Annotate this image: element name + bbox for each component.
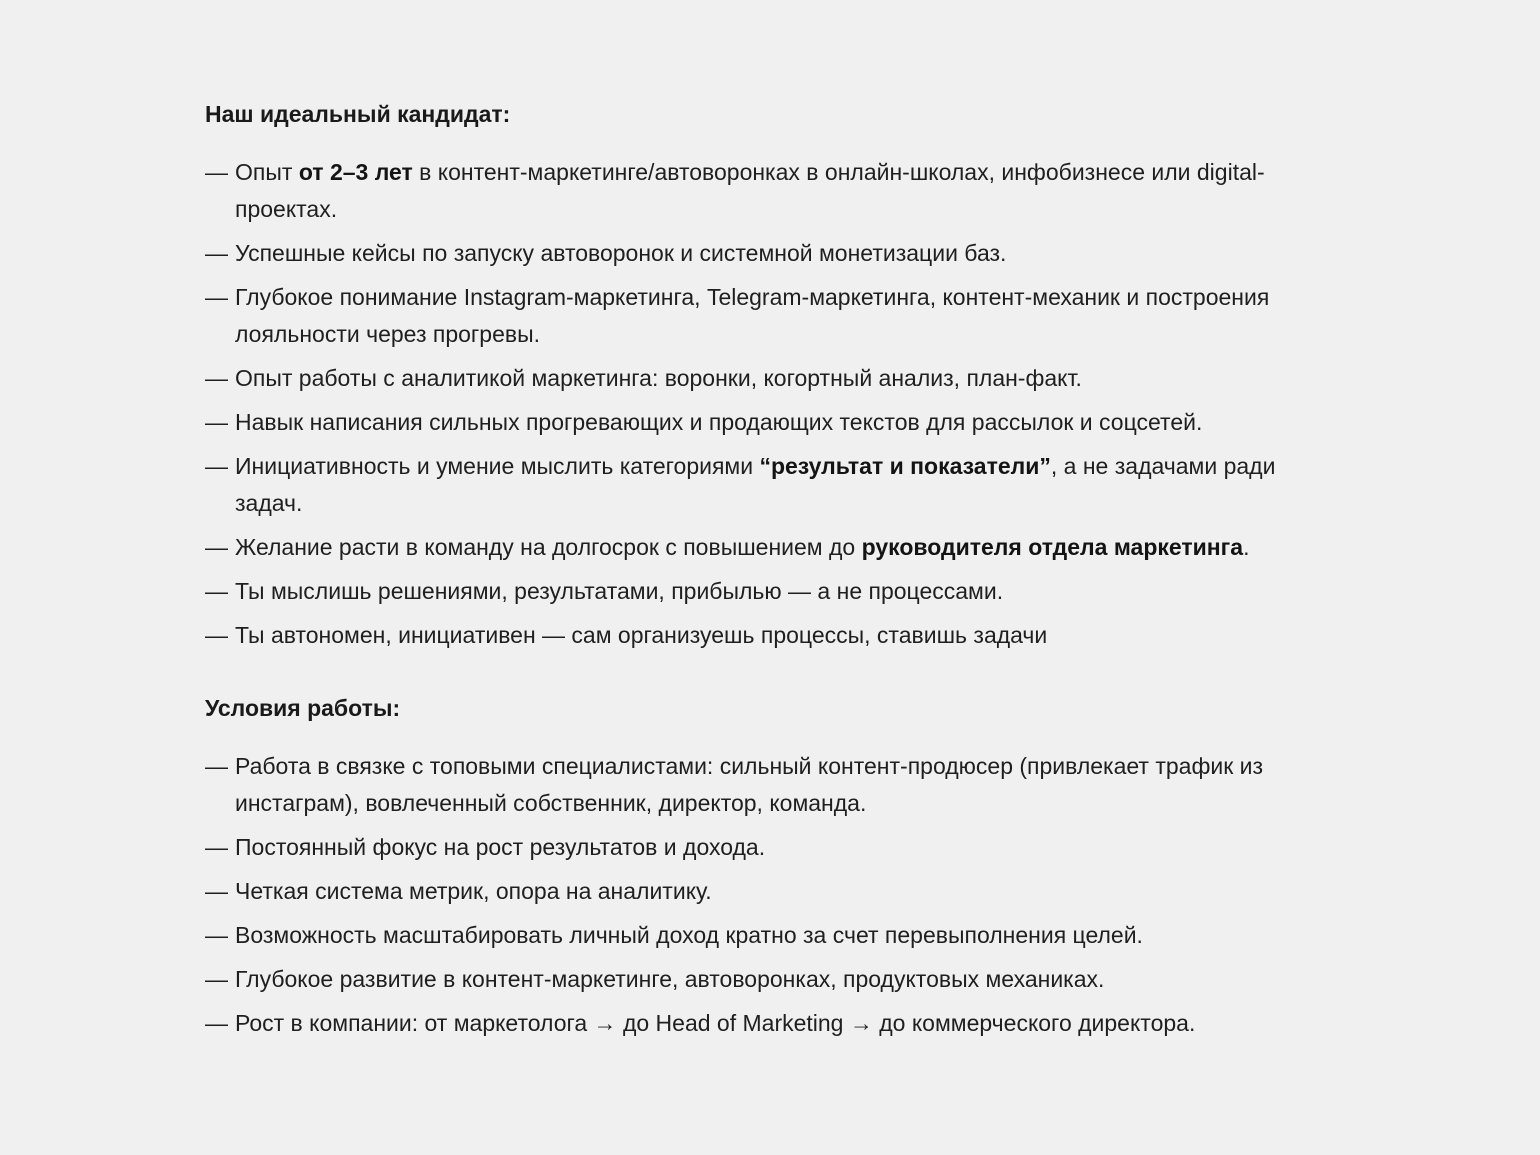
list-item: — Ты автономен, инициативен — сам организуешь процессы, ставишь задачи bbox=[205, 617, 1345, 654]
list-item: — Опыт от 2–3 лет в контент-маркетинге/автоворонках в онлайн-школах, инфобизнесе или digital-проектах. bbox=[205, 154, 1345, 228]
list-item: — Глубокое развитие в контент-маркетинге, автоворонках, продуктовых механиках. bbox=[205, 961, 1345, 998]
candidate-heading: Наш идеальный кандидат: bbox=[205, 101, 511, 127]
conditions-heading: Условия работы: bbox=[205, 695, 401, 721]
dash-bullet: — bbox=[205, 534, 228, 560]
vacancy-text bbox=[205, 96, 1345, 1049]
dash-bullet: — bbox=[205, 365, 228, 391]
dash-bullet: — bbox=[205, 409, 228, 435]
list-item: — Инициативность и умение мыслить категориями “результат и показатели”, а не задачами ради задач. bbox=[205, 448, 1345, 522]
dash-bullet: — bbox=[205, 834, 228, 860]
dash-bullet: — bbox=[205, 284, 228, 310]
dash-bullet: — bbox=[205, 159, 228, 185]
list-item: — Работа в связке с топовыми специалистами: сильный контент-продюсер (привлекает трафик из инстаграм), вовлеченный собственник, директор, команда. bbox=[205, 748, 1345, 822]
list-item: — Ты мыслишь решениями, результатами, прибылью — а не процессами. bbox=[205, 573, 1345, 610]
list-item: — Постоянный фокус на рост результатов и дохода. bbox=[205, 829, 1345, 866]
conditions-list bbox=[205, 748, 1345, 1042]
dash-bullet: — bbox=[205, 922, 228, 948]
dash-bullet: — bbox=[205, 240, 228, 266]
dash-bullet: — bbox=[205, 966, 228, 992]
list-item: — Возможность масштабировать личный доход кратно за счет перевыполнения целей. bbox=[205, 917, 1345, 954]
list-item: — Глубокое понимание Instagram-маркетинга, Telegram-маркетинга, контент-механик и построения лояльности через прогревы. bbox=[205, 279, 1345, 353]
dash-bullet: — bbox=[205, 1010, 228, 1036]
dash-bullet: — bbox=[205, 622, 228, 648]
list-item: — Желание расти в команду на долгосрок с повышением до руководителя отдела маркетинга. bbox=[205, 529, 1345, 566]
dash-bullet: — bbox=[205, 753, 228, 779]
list-item: — Рост в компании: от маркетолога → до Head of Marketing → до коммерческого директора. bbox=[205, 1005, 1345, 1042]
list-item: — Четкая система метрик, опора на аналитику. bbox=[205, 873, 1345, 910]
dash-bullet: — bbox=[205, 878, 228, 904]
dash-bullet: — bbox=[205, 578, 228, 604]
list-item: — Опыт работы с аналитикой маркетинга: воронки, когортный анализ, план-факт. bbox=[205, 360, 1345, 397]
candidate-list bbox=[205, 154, 1345, 654]
list-item: — Успешные кейсы по запуску автоворонок и системной монетизации баз. bbox=[205, 235, 1345, 272]
dash-bullet: — bbox=[205, 453, 228, 479]
list-item: — Навык написания сильных прогревающих и продающих текстов для рассылок и соцсетей. bbox=[205, 404, 1345, 441]
